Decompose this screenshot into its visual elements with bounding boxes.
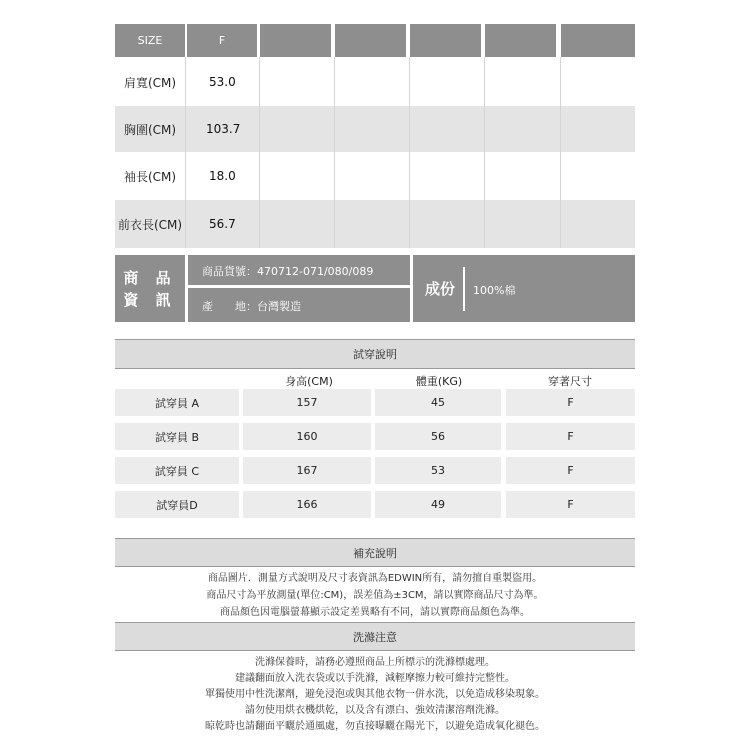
try-on-name: 試穿員 C [115, 457, 239, 484]
size-header-blank [410, 24, 481, 57]
size-header-blank [260, 24, 331, 57]
row-band [115, 200, 635, 248]
washing-line: 單獨使用中性洗潔劑，避免浸泡或與其他衣物一併水洗，以免造成移染現象。 [205, 689, 545, 700]
size-header-label: SIZE [115, 24, 185, 57]
size-header-blank [561, 24, 635, 57]
product-sku: 商品貨號：470712-071/080/089 [202, 265, 374, 278]
try-on-weight: 53 [375, 457, 501, 484]
size-header-blank [485, 24, 556, 57]
size-row-label: 胸圍(CM) [123, 122, 177, 137]
composition-label: 成份 [425, 280, 456, 298]
product-info-title-box [115, 255, 185, 322]
try-on-column-size: 穿著尺寸 [548, 375, 592, 388]
supplement-line: 商品圖片．測量方式說明及尺寸表資訊為EDWIN所有，請勿擅自重製盜用。 [207, 573, 543, 584]
supplement-line: 商品尺寸為平放測量(單位:CM)，誤差值為±3CM，請以實際商品尺寸為準。 [206, 590, 544, 601]
try-on-size: F [506, 457, 635, 484]
try-on-size: F [506, 423, 635, 450]
product-info-title-line2: 資 訊 [123, 290, 177, 309]
try-on-weight: 56 [375, 423, 501, 450]
column-divider [484, 57, 485, 248]
size-row-value: 56.7 [209, 217, 236, 231]
washing-line: 請勿使用烘衣機烘乾，以及含有漂白、強效清潔溶劑洗滌。 [245, 705, 505, 716]
size-table [115, 24, 635, 248]
size-row-label: 袖長(CM) [123, 169, 177, 184]
composition-box [413, 255, 635, 322]
try-on-size: F [506, 491, 635, 518]
try-on-height: 166 [243, 491, 371, 518]
column-divider [409, 57, 410, 248]
washing-line: 建議翻面放入洗衣袋或以手洗滌，減輕摩擦力較可維持完整性。 [235, 673, 515, 684]
row-band [115, 106, 635, 152]
try-on-name: 試穿員 A [115, 389, 239, 416]
try-on-name: 試穿員D [115, 491, 239, 518]
try-on-size: F [506, 389, 635, 416]
try-on-weight: 49 [375, 491, 501, 518]
try-on-weight: 45 [375, 389, 501, 416]
column-divider [560, 57, 561, 248]
size-row-value: 18.0 [209, 169, 236, 183]
try-on-height: 167 [243, 457, 371, 484]
supplement-title: 補充說明 [115, 538, 635, 567]
product-origin: 產 地：台灣製造 [202, 300, 301, 313]
size-row-value: 53.0 [209, 75, 236, 89]
composition-divider [463, 267, 465, 311]
try-on-column-height: 身高(CM) [285, 375, 333, 388]
size-row-value: 103.7 [206, 122, 241, 136]
try-on-height: 157 [243, 389, 371, 416]
size-row-label: 前衣長(CM) [117, 217, 183, 232]
try-on-column-weight: 體重(KG) [415, 375, 463, 388]
supplement-line: 商品顏色因電腦螢幕顯示設定差異略有不同，請以實際商品顏色為準。 [220, 607, 530, 618]
product-origin-box [188, 288, 410, 322]
washing-title: 洗滌注意 [115, 622, 635, 651]
washing-line: 洗滌保養時，請務必遵照商品上所標示的洗滌標處理。 [255, 657, 495, 668]
column-divider [334, 57, 335, 248]
try-on-title: 試穿說明 [115, 339, 635, 369]
column-divider [185, 57, 186, 248]
try-on-height: 160 [243, 423, 371, 450]
size-header-value: F [187, 24, 257, 57]
composition-value: 100%棉 [473, 284, 516, 297]
size-row-label: 肩寬(CM) [123, 75, 177, 90]
product-info-title-line1: 商 品 [123, 268, 177, 287]
try-on-name: 試穿員 B [115, 423, 239, 450]
column-divider [259, 57, 260, 248]
product-sku-box [188, 255, 410, 285]
size-header-blank [335, 24, 406, 57]
washing-line: 晾乾時也請翻面平曬於通風處，勿直接曝曬在陽光下，以避免造成氧化褪色。 [205, 721, 545, 732]
